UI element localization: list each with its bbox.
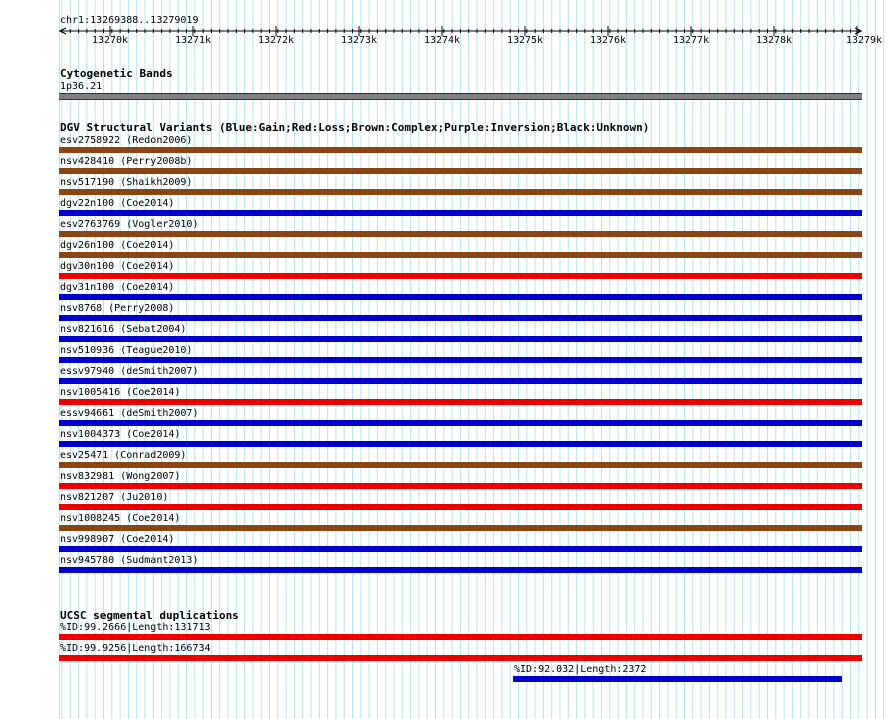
segdup-feature-label: %ID:92.032|Length:2372 [514,664,647,675]
dgv-feature-label: essv94661 (deSmith2007) [60,408,199,419]
ruler-tick-label: 13278k [755,35,793,46]
dgv-feature-bar[interactable] [59,546,862,552]
dgv-feature-label: esv2763769 (Vogler2010) [60,219,199,230]
ruler-tick-label: 13279k [845,35,883,46]
segdup-feature-bar[interactable] [59,634,862,640]
dgv-feature-label: nsv510936 (Teague2010) [60,345,193,356]
dgv-feature-bar[interactable] [59,252,862,258]
dgv-feature-bar[interactable] [59,147,862,153]
cytoband-bar[interactable] [59,93,862,100]
dgv-feature-label: nsv821616 (Sebat2004) [60,324,187,335]
dgv-feature-label: esv2758922 (Redon2006) [60,135,193,146]
dgv-feature-bar[interactable] [59,315,862,321]
dgv-feature-bar[interactable] [59,441,862,447]
dgv-feature-label: essv97940 (deSmith2007) [60,366,199,377]
dgv-feature-bar[interactable] [59,336,862,342]
segdup-track-title: UCSC segmental duplications [60,609,239,622]
dgv-feature-label: dgv31n100 (Coe2014) [60,282,175,293]
ruler-tick-label: 13276k [589,35,627,46]
dgv-feature-bar[interactable] [59,294,862,300]
dgv-feature-bar[interactable] [59,378,862,384]
dgv-feature-label: nsv1005416 (Coe2014) [60,387,181,398]
dgv-feature-bar[interactable] [59,420,862,426]
dgv-feature-bar[interactable] [59,210,862,216]
dgv-feature-bar[interactable] [59,462,862,468]
segdup-feature-bar[interactable] [513,676,842,682]
dgv-track-title: DGV Structural Variants (Blue:Gain;Red:Loss;Brown:Complex;Purple:Inversion;Black:Unknown) [60,121,650,134]
dgv-feature-label: esv25471 (Conrad2009) [60,450,187,461]
dgv-feature-bar[interactable] [59,567,862,573]
ruler-tick-label: 13271k [174,35,212,46]
dgv-feature-bar[interactable] [59,399,862,405]
segdup-feature-label: %ID:99.9256|Length:166734 [60,643,211,654]
dgv-feature-bar[interactable] [59,231,862,237]
cytoband-track-title: Cytogenetic Bands [60,67,173,80]
dgv-feature-label: dgv30n100 (Coe2014) [60,261,175,272]
dgv-feature-bar[interactable] [59,504,862,510]
dgv-feature-bar[interactable] [59,168,862,174]
dgv-feature-label: nsv517190 (Shaikh2009) [60,177,193,188]
segdup-feature-bar[interactable] [59,655,862,661]
dgv-feature-label: nsv832981 (Wong2007) [60,471,181,482]
dgv-feature-bar[interactable] [59,357,862,363]
segdup-feature-label: %ID:99.2666|Length:131713 [60,622,211,633]
ruler-axis [0,0,890,40]
ruler-tick-label: 13270k [91,35,129,46]
dgv-feature-label: nsv998907 (Coe2014) [60,534,175,545]
dgv-feature-label: nsv821207 (Ju2010) [60,492,169,503]
dgv-feature-bar[interactable] [59,189,862,195]
ruler-tick-label: 13277k [672,35,710,46]
dgv-feature-label: nsv1008245 (Coe2014) [60,513,181,524]
dgv-feature-bar[interactable] [59,525,862,531]
dgv-feature-label: nsv428410 (Perry2008b) [60,156,193,167]
dgv-feature-bar[interactable] [59,273,862,279]
ruler-tick-label: 13273k [340,35,378,46]
cytoband-label: 1p36.21 [60,81,103,92]
dgv-feature-label: dgv26n100 (Coe2014) [60,240,175,251]
dgv-feature-label: nsv945780 (Sudmant2013) [60,555,199,566]
ruler-tick-label: 13274k [423,35,461,46]
dgv-feature-bar[interactable] [59,483,862,489]
ruler-location: chr1:13269388..13279019 [60,15,199,26]
ruler-tick-label: 13272k [257,35,295,46]
dgv-feature-label: nsv1004373 (Coe2014) [60,429,181,440]
dgv-feature-label: dgv22n100 (Coe2014) [60,198,175,209]
dgv-feature-label: nsv8768 (Perry2008) [60,303,175,314]
ruler-tick-label: 13275k [506,35,544,46]
